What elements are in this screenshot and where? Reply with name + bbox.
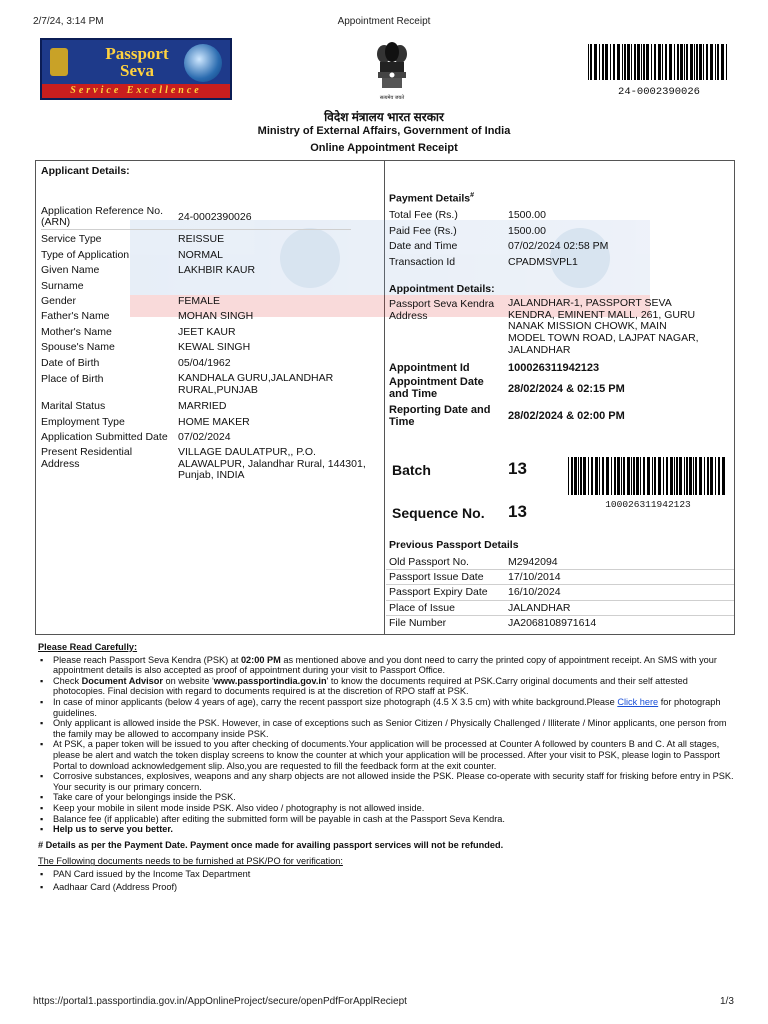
appointment-datetime-value: 28/02/2024 & 02:15 PM [508,383,625,395]
payment-section-title [389,192,474,205]
instruction-item: ▪ Corrosive substances, explosives, weapons and any sharp objects are not allowed inside the PSK. Please co-operate with security staff for frisking before entry in PSK. Your security is our primary concern. [38,771,738,792]
barcode-bar [699,44,702,80]
barcode-bar [637,44,640,80]
barcode-bar [611,457,612,495]
barcode-bar [707,457,709,495]
place-of-birth-label: Place of Birth [41,373,104,385]
payment-datetime-value: 07/02/2024 02:58 PM [508,240,609,252]
barcode-bar [715,44,716,80]
barcode-bar [623,457,625,495]
old-passport-value: M2942094 [508,556,558,568]
barcode-bar [654,44,656,80]
barcode-bar [654,457,656,495]
barcode-bar [726,44,727,80]
issue-date-value: 17/10/2014 [508,571,561,583]
barcode-bar [699,457,702,495]
issue-date-label: Passport Issue Date [389,571,484,583]
refund-footnote: # Details as per the Payment Date. Payment once made for availing passport services will not be refunded. [38,839,504,850]
appointment-id-label: Appointment Id [389,362,470,374]
appointment-datetime-label: Appointment Date and Time [389,376,484,400]
applicant-section-title: Applicant Details: [41,165,130,177]
logo-line1: Passport [105,44,169,63]
barcode-bar [602,44,604,80]
barcode-bar [717,44,719,80]
gender-label: Gender [41,295,77,307]
instruction-item: ▪ Only applicant is allowed inside the PSK. However, in case of exceptions such as Senior Citizen / Physically Challenged / Illiterate / Minor applicants, one person from the family may be allowed to accompany inside PSK. [38,718,738,739]
barcode-bar [580,457,582,495]
arn-label: Application Reference No. (ARN) [41,205,163,228]
barcode-bar [651,44,652,80]
barcode-bar [706,44,708,80]
barcode-bar [591,457,593,495]
expiry-date-value: 16/10/2024 [508,586,561,598]
barcode-bar [622,44,623,80]
barcode-bar [662,44,663,80]
document-item: ▪ Aadhaar Card (Address Proof) [38,882,738,893]
barcode-bar [617,44,620,80]
instruction-item: ▪ Help us to serve you better. [38,824,738,835]
batch-value: 13 [508,459,527,478]
document-item: ▪ PAN Card issued by the Income Tax Department [38,869,738,880]
barcode-bar [704,457,705,495]
documents-list [38,869,738,893]
barcode-bar [588,457,589,495]
employment-type-label: Employment Type [41,416,125,428]
place-of-birth-value: KANDHALA GURU,JALANDHAR RURAL,PUNJAB [178,372,334,396]
barcode-bar [643,44,645,80]
application-type-value: NORMAL [178,249,223,261]
transaction-id-label: Transaction Id [389,256,456,268]
globe-icon [184,44,222,82]
reporting-datetime-label: Reporting Date and Time [389,404,491,428]
barcode-bar [634,44,636,80]
hindi-heading: विदेश मंत्रालय भारत सरकार [324,110,444,124]
gender-value: FEMALE [178,295,221,307]
father-name-label: Father's Name [41,310,110,322]
barcode-bar [684,44,685,80]
barcode-bar [658,457,661,495]
barcode-bar [710,457,713,495]
surname-label: Surname [41,280,84,292]
barcode-bar [689,457,692,495]
given-name-value: LAKHBIR KAUR [178,264,256,276]
barcode-bar [631,44,632,80]
barcode-bar [590,44,592,80]
address-label: Present Residential Address [41,446,133,470]
barcode-bar [686,457,688,495]
file-number-label: File Number [389,617,447,629]
barcode-bar [694,44,695,80]
barcode-bar [640,457,641,495]
barcode-bar [690,44,693,80]
barcode-bar [605,44,608,80]
barcode-bar [718,457,720,495]
paid-fee-label: Paid Fee (Rs.) [389,225,457,237]
appointment-id-value: 100026311942123 [508,362,600,374]
mother-name-label: Mother's Name [41,326,112,338]
submitted-date-label: Application Submitted Date [41,431,168,443]
barcode-bar [568,457,569,495]
print-url: https://portal1.passportindia.gov.in/AppOnlineProject/secure/openPdfForApplReciept [33,996,407,1007]
emblem-icon [50,48,68,76]
barcode-bar [715,457,716,495]
previous-passport-title: Previous Passport Details [389,539,519,551]
ministry-heading: Ministry of External Affairs, Government of India [257,125,511,137]
barcode-bar [696,44,698,80]
instruction-item: ▪ In case of minor applicants (below 4 years of age), carry the recent passport size photograph (4.5 X 3.5 cm) with white background.Please Click here for photograph guidelines. [38,697,738,718]
ashoka-emblem-icon [372,40,412,96]
barcode-bar [617,457,620,495]
print-page-title: Appointment Receipt [337,16,431,27]
barcode-bar [643,457,645,495]
given-name-label: Given Name [41,264,100,276]
arn-barcode [588,44,730,80]
photo-guidelines-link[interactable]: Click here [617,696,659,707]
barcode-bar [695,457,697,495]
barcode-bar [674,457,675,495]
appointment-barcode [568,457,728,495]
instructions [38,642,738,893]
barcode-bar [636,457,639,495]
payment-title-text: Payment Details [389,192,471,205]
barcode-bar [633,457,635,495]
barcode-bar [670,457,673,495]
appointment-section-title: Appointment Details: [389,283,495,295]
arn-value: 24-0002390026 [178,211,252,223]
father-name-value: MOHAN SINGH [178,310,254,322]
total-fee-label: Total Fee (Rs.) [389,209,458,221]
print-datetime: 2/7/24, 3:14 PM [33,16,104,27]
application-type-label: Type of Application [41,249,130,261]
transaction-id-value: CPADMSVPL1 [508,256,578,268]
employment-type-value: HOME MAKER [178,416,250,428]
old-passport-label: Old Passport No. [389,556,469,568]
sequence-value: 13 [508,502,527,521]
barcode-bar [677,44,679,80]
barcode-bar [658,44,661,80]
barcode-bar [624,44,626,80]
instruction-item: ▪ At PSK, a paper token will be issued to you after checking of documents.Your application will be processed at Counter A followed by counters B and C. At all stages, please be alert and watch the token display screens to know the counter at which your application will be processed. After your visit to PSK, please login to Passport Portal to download acknowledgement slip. Also,you are requested to fill the feedback form at the exit counter. [38,739,738,771]
barcode-bar [722,457,725,495]
spouse-name-label: Spouse's Name [41,341,115,353]
emblem-motto: सत्यमेव जयते [379,95,405,101]
website-link[interactable]: www.passportindia.gov.in [213,675,327,686]
paid-fee-value: 1500.00 [508,225,546,237]
barcode-bar [674,44,675,80]
instruction-item: ▪ Keep your mobile in silent mode inside PSK. Also video / photography is not allowed inside. [38,803,738,814]
barcode-bar [680,44,683,80]
barcode-bar [652,457,653,495]
barcode-bar [606,457,609,495]
service-type-value: REISSUE [178,233,225,245]
instruction-item: ▪ Check Document Advisor on website 'www.passportindia.gov.in' to know the documents required at PSK.Carry original documents and their self attested photocopies. Final decision with regard to documents required is at the discretion of RPO staff at PSK. [38,676,738,697]
submitted-date-value: 07/02/2024 [178,431,231,443]
logo-line2: Seva [120,61,154,80]
print-page-count: 1/3 [720,996,734,1007]
instructions-title: Please Read Carefully: [38,642,138,652]
barcode-bar [703,44,704,80]
file-number-value: JA2068108971614 [508,617,597,629]
barcode-bar [710,44,713,80]
barcode-bar [631,457,632,495]
barcode-bar [646,44,649,80]
barcode-bar [599,44,600,80]
barcode-bar [583,457,586,495]
mother-name-value: JEET KAUR [178,326,236,338]
marital-status-value: MARRIED [178,400,227,412]
barcode-bar [665,44,667,80]
service-type-label: Service Type [41,233,102,245]
spouse-name-value: KEWAL SINGH [178,341,251,353]
passport-seva-logo [40,38,232,100]
instruction-item: ▪ Please reach Passport Seva Kendra (PSK) at 02:00 PM as mentioned above and you dont need to carry the printed copy of appointment receipt. An SMS with your appointment details is also accepted as proof of appointment during your visit to Passport Office. [38,655,738,676]
barcode-bar [571,457,573,495]
expiry-date-label: Passport Expiry Date [389,586,488,598]
sequence-label: Sequence No. [392,505,485,521]
total-fee-value: 1500.00 [508,209,546,221]
appointment-barcode-number: 100026311942123 [605,499,691,510]
dob-label: Date of Birth [41,357,100,369]
barcode-bar [686,44,688,80]
dob-value: 05/04/1962 [178,357,231,369]
barcode-bar [684,457,685,495]
place-of-issue-label: Place of Issue [389,602,455,614]
barcode-bar [721,44,724,80]
place-of-issue-value: JALANDHAR [508,602,571,614]
barcode-bar [574,457,577,495]
national-emblem [372,40,412,104]
payment-title-mark: # [470,192,475,199]
psk-address-value: JALANDHAR-1, PASSPORT SEVA KENDRA, EMINENT MALL, 261, GURU NANAK MISSION CHOWK, MAIN MODEL TOWN ROAD, LAJPAT NAGAR, JALANDHAR [508,297,699,356]
barcode-bar [663,457,664,495]
barcode-bar [614,457,616,495]
barcode-bar [602,457,604,495]
marital-status-label: Marital Status [41,400,106,412]
psk-address-label: Passport Seva Kendra Address [389,298,495,322]
barcode-bar [676,457,678,495]
barcode-bar [594,44,597,80]
barcode-bar [588,44,589,80]
barcode-bar [621,457,622,495]
barcode-bar [693,457,694,495]
barcode-bar [599,457,600,495]
barcode-bar [666,457,668,495]
address-value: VILLAGE DAULATPUR,, P.O. ALAWALPUR, Jalandhar Rural, 144301, Punjab, INDIA [178,446,366,481]
instructions-list [38,655,738,835]
barcode-bar [595,457,598,495]
barcode-bar [627,44,630,80]
barcode-bar [641,44,642,80]
batch-label: Batch [392,462,431,478]
barcode-bar [610,44,611,80]
reporting-datetime-value: 28/02/2024 & 02:00 PM [508,410,625,422]
barcode-bar [669,44,672,80]
barcode-bar [647,457,650,495]
receipt-title: Online Appointment Receipt [310,142,458,154]
barcode-bar [627,457,630,495]
documents-title: The Following documents needs to be furnished at PSK/PO for verification: [38,856,343,867]
barcode-bar [679,457,682,495]
logo-tagline: Service Excellence [42,84,230,98]
instruction-item: ▪ Take care of your belongings inside the PSK. [38,792,738,803]
instruction-item: ▪ Balance fee (if applicable) after editing the submitted form will be payable in cash at the Passport Seva Kendra. [38,814,738,825]
arn-barcode-number: 24-0002390026 [618,86,700,98]
barcode-bar [613,44,615,80]
payment-datetime-label: Date and Time [389,240,458,252]
barcode-bar [578,457,579,495]
